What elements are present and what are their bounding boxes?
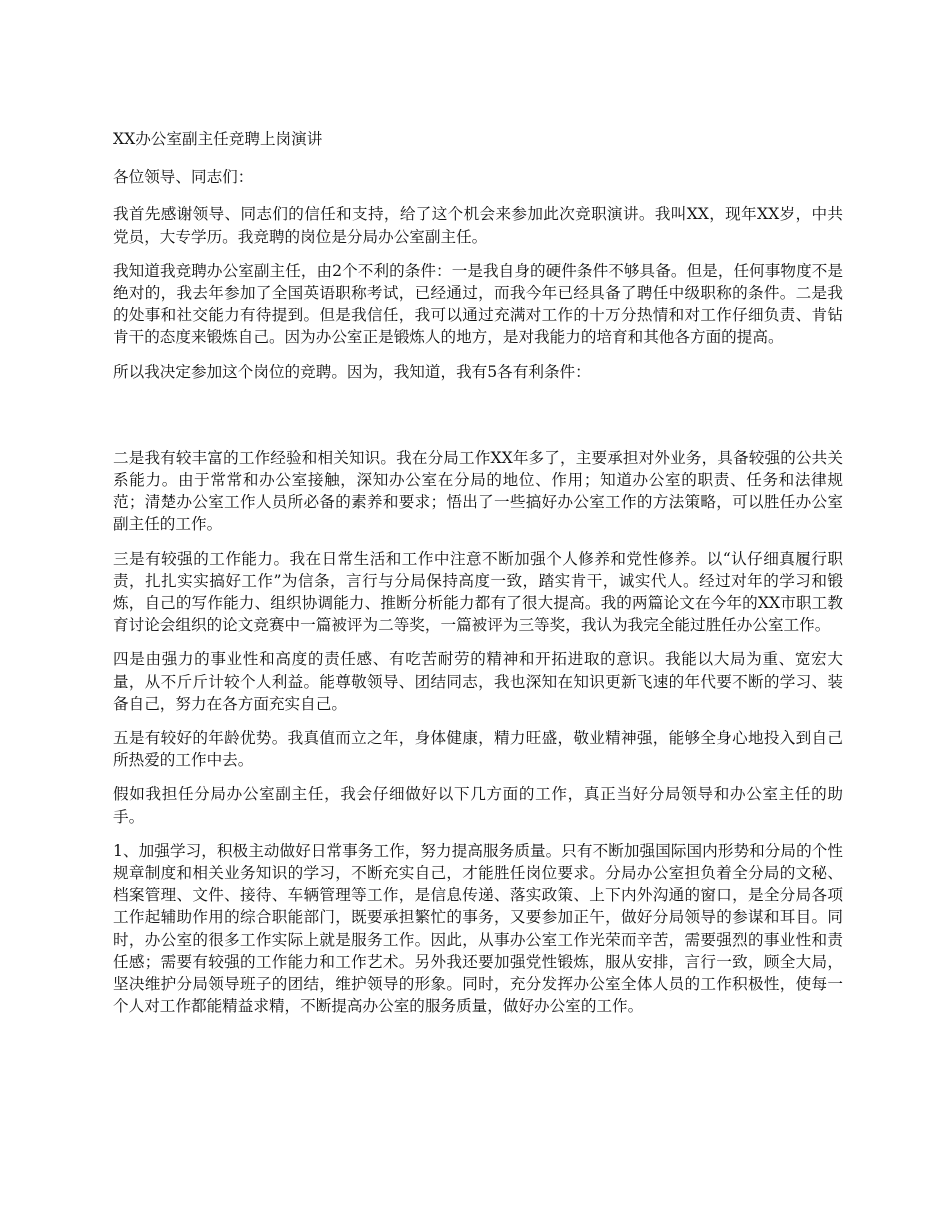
paragraph-advantage-three: 三是有较强的工作能力。我在日常生活和工作中注意不断加强个人修养和党性修养。以“认仔细真履行职责，扎扎实实搞好工作”为信条，言行与分局保持高度一致，踏实肯干，诚实代人。经过对年的学习和锻炼，自己的写作能力、组织协调能力、推断分析能力都有了很大提高。我的两篇论文在今年的XX市职工教育讨论会组织的论文竞赛中一篇被评为二等奖，一篇被评为三等奖，我认为我完全能过胜任办公室工作。 bbox=[113, 549, 843, 635]
paragraph-decision: 所以我决定参加这个岗位的竞聘。因为，我知道，我有5各有利条件： bbox=[113, 362, 591, 381]
paragraph-intro: 我首先感谢领导、同志们的信任和支持，给了这个机会来参加此次竞职演讲。我叫XX，现年XX岁，中共党员，大专学历。我竞聘的岗位是分局办公室副主任。 bbox=[113, 205, 843, 246]
document-page bbox=[113, 128, 843, 1030]
paragraph-advantage-five: 五是有较好的年龄优势。我真值而立之年，身体健康，精力旺盛，敬业精神强，能够全身心地投入到自己所热爱的工作中去。 bbox=[113, 729, 843, 770]
paragraph-advantage-four: 四是由强力的事业性和高度的责任感、有吃苦耐劳的精神和开拓进取的意识。我能以大局为重、宽宏大量，从不斤斤计较个人利益。能尊敬领导、团结同志，我也深知在知识更新飞速的年代要不断的学习、装备自己，努力在各方面充实自己。 bbox=[113, 650, 843, 713]
salutation: 各位领导、同志们： bbox=[113, 168, 254, 187]
paragraph-advantage-two: 二是我有较丰富的工作经验和相关知识。我在分局工作XX年多了，主要承担对外业务，具备较强的公共关系能力。由于常常和办公室接触，深知办公室在分局的地位、作用；知道办公室的职责、任务和法律规范；清楚办公室工作人员所必备的素养和要求；悟出了一些搞好办公室工作的方法策略，可以胜任办公室副主任的工作。 bbox=[113, 448, 843, 534]
paragraph-disadvantages: 我知道我竞聘办公室副主任，由2个不利的条件：一是我自身的硬件条件不够具备。但是，任何事物度不是绝对的，我去年参加了全国英语职称考试，已经通过，而我今年已经具备了聘任中级职称的条件。二是我的处事和社交能力有待提到。但是我信任，我可以通过充满对工作的十万分热情和对工作仔细负责、肯钻肯干的态度来锻炼自己。因为办公室正是锻炼人的地方，是对我能力的培育和其他各方面的提高。 bbox=[113, 261, 843, 347]
paragraph-plan-intro: 假如我担任分局办公室副主任，我会仔细做好以下几方面的工作，真正当好分局领导和办公室主任的助手。 bbox=[113, 785, 843, 826]
paragraph-plan-one: 1、加强学习，积极主动做好日常事务工作，努力提高服务质量。只有不断加强国际国内形势和分局的个性规章制度和相关业务知识的学习，不断充实自己，才能胜任岗位要求。分局办公室担负着全分局的文秘、档案管理、文件、接待、车辆管理等工作，是信息传递、落实政策、上下内外沟通的窗口，是全分局各项工作起辅助作用的综合职能部门，既要承担繁忙的事务，又要参加正午，做好分局领导的参谋和耳目。同时，办公室的很多工作实际上就是服务工作。因此，从事办公室工作光荣而辛苦，需要强烈的事业性和责任感；需要有较强的工作能力和工作艺术。另外我还要加强党性锻炼，服从安排，言行一致，顾全大局，坚决维护分局领导班子的团结，维护领导的形象。同时，充分发挥办公室全体人员的工作积极性，使每一个人对工作都能精益求精，不断提高办公室的服务质量，做好办公室的工作。 bbox=[113, 841, 843, 1016]
blank-gap bbox=[113, 395, 843, 447]
document-title: XX办公室副主任竞聘上岗演讲 bbox=[113, 130, 323, 148]
